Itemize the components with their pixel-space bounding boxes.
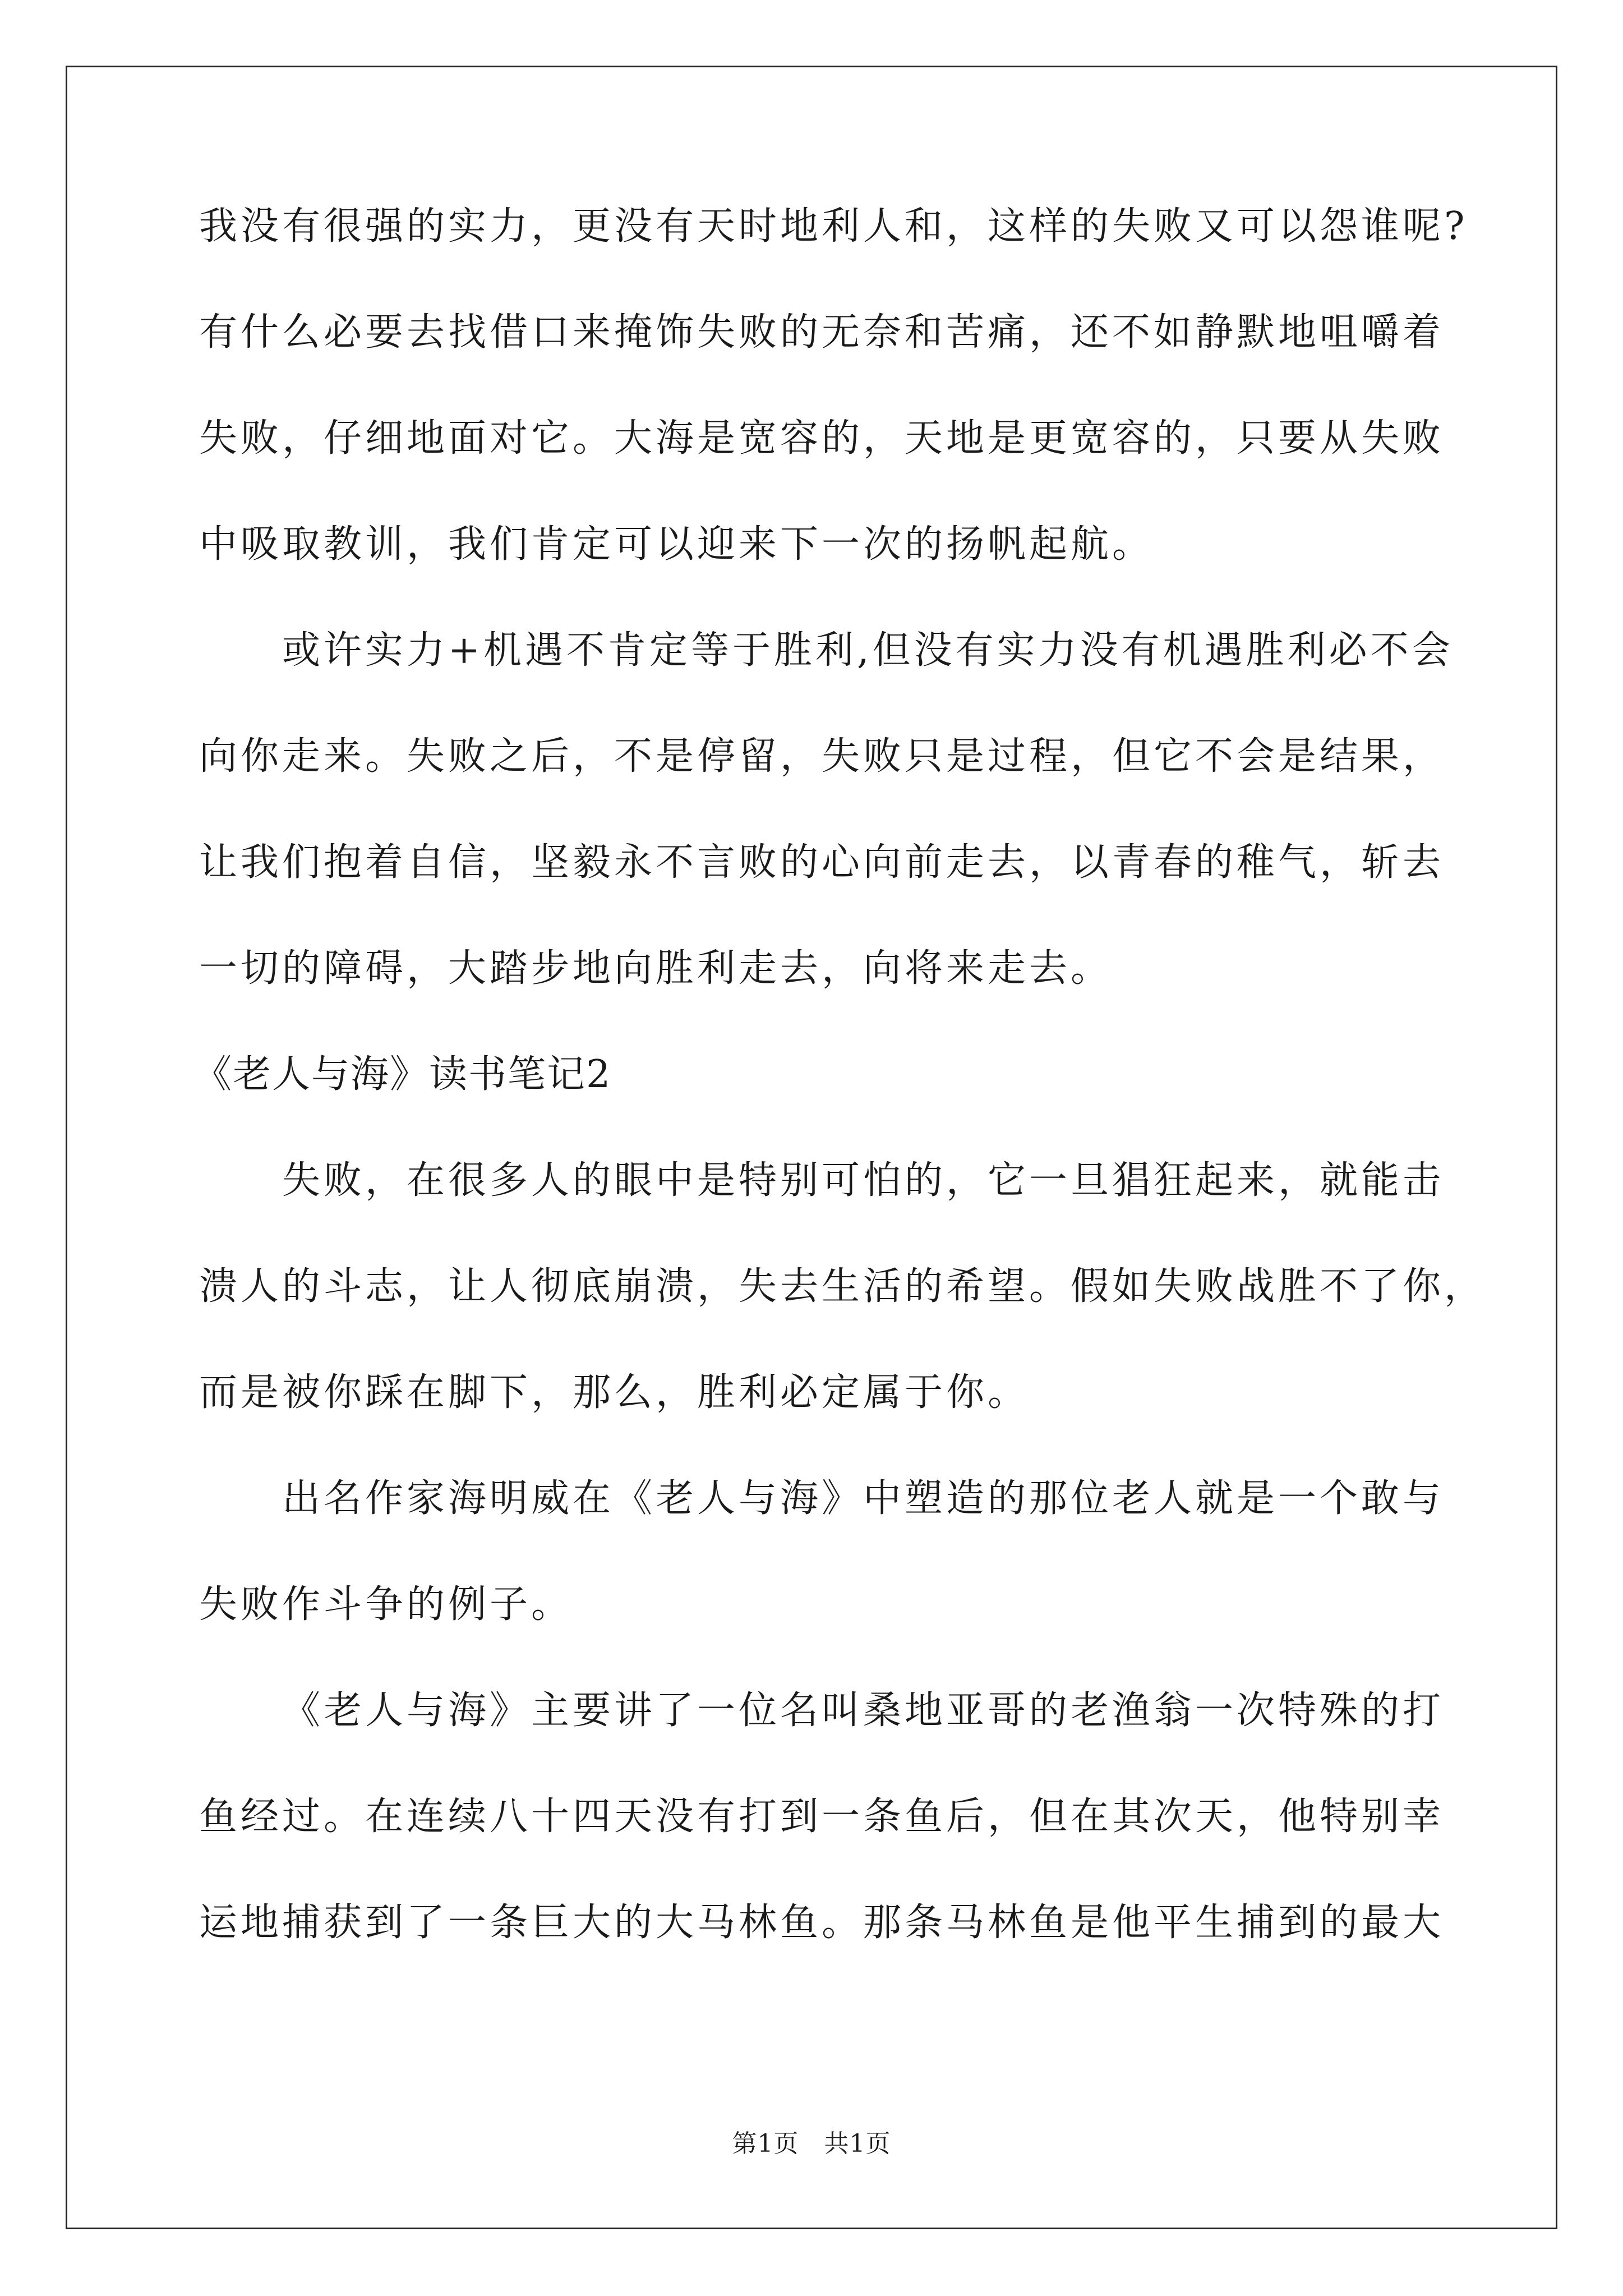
paragraph-line: 《老人与海》主要讲了一位名叫桑地亚哥的老渔翁一次特殊的打 — [282, 1688, 1445, 1733]
paragraph-line: 鱼经过。在连续八十四天没有打到一条鱼后，但在其次天，他特别幸 — [199, 1795, 1445, 1839]
paragraph-line: 一切的障碍，大踏步地向胜利走去，向将来走去。 — [199, 946, 1113, 991]
paragraph-line: 或许实力+机遇不肯定等于胜利,但没有实力没有机遇胜利必不会 — [282, 628, 1454, 673]
paragraph-line: 失败作斗争的例子。 — [199, 1582, 573, 1627]
paragraph-line: 出名作家海明威在《老人与海》中塑造的那位老人就是一个敢与 — [282, 1476, 1445, 1521]
paragraph-line: 溃人的斗志，让人彻底崩溃，失去生活的希望。假如失败战胜不了你， — [199, 1264, 1486, 1309]
paragraph-line: 向你走来。失败之后，不是停留，失败只是过程，但它不会是结果， — [199, 734, 1445, 779]
section-heading: 《老人与海》读书笔记2 — [193, 1052, 612, 1097]
paragraph-line: 有什么必要去找借口来掩饰失败的无奈和苦痛，还不如静默地咀嚼着 — [199, 310, 1445, 355]
paragraph-line: 失败，仔细地面对它。大海是宽容的，天地是更宽容的，只要从失败 — [199, 416, 1445, 461]
page-number-footer: 第1页 共1页 — [732, 2129, 891, 2158]
paragraph-line: 让我们抱着自信，坚毅永不言败的心向前走去，以青春的稚气，斩去 — [199, 840, 1445, 885]
paragraph-line: 中吸取教训，我们肯定可以迎来下一次的扬帆起航。 — [199, 522, 1154, 567]
document-body — [193, 204, 1486, 2010]
paragraph-line: 我没有很强的实力，更没有天时地利人和，这样的失败又可以怨谁呢? — [199, 204, 1468, 249]
paragraph-line: 失败，在很多人的眼中是特别可怕的，它一旦猖狂起来，就能击 — [282, 1158, 1445, 1203]
paragraph-line: 而是被你踩在脚下，那么，胜利必定属于你。 — [199, 1370, 1030, 1415]
paragraph-line: 运地捕获到了一条巨大的大马林鱼。那条马林鱼是他平生捕到的最大 — [199, 1901, 1445, 1945]
